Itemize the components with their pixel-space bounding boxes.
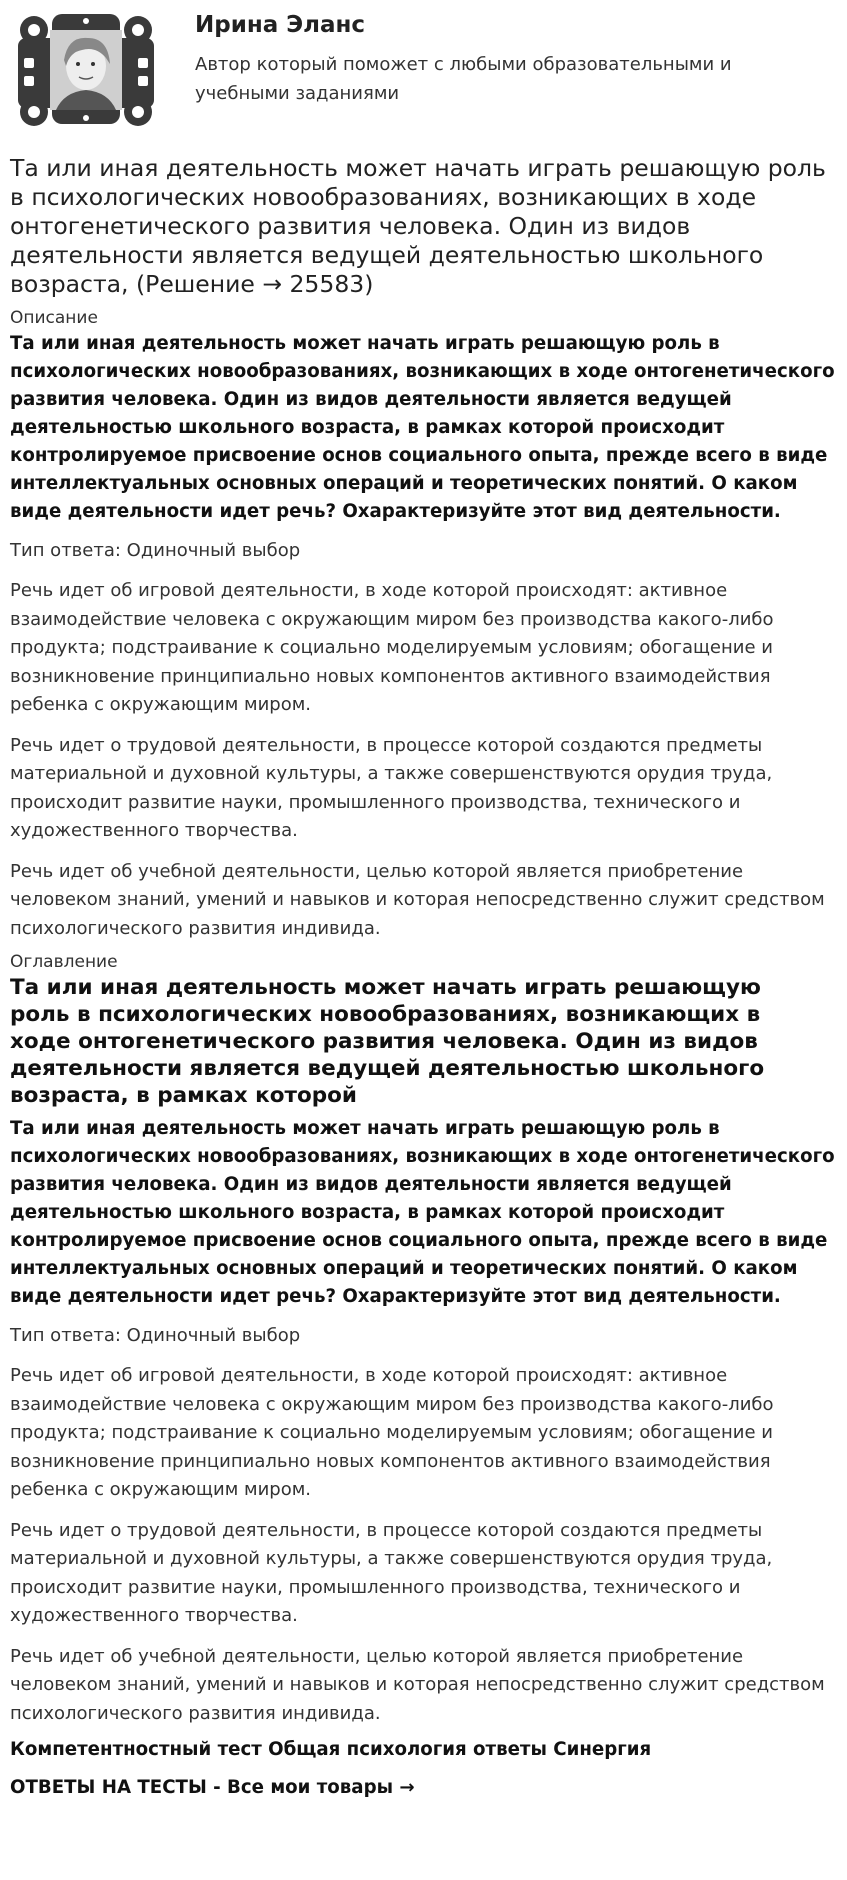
test-link[interactable]: Компетентностный тест Общая психология ответы Синергия — [10, 1739, 652, 1760]
answer-option: Речь идет об учебной деятельности, целью которой является приобретение человеком знаний, умений и навыков и которая непосредственно служит средством психологического развития индивида. — [10, 1645, 825, 1724]
question-text: Та или иная деятельность может начать играть решающую роль в психологических новообразованиях, возникающих в ходе онтогенетического развития человека. Один из видов деятельности является ведущей деятельностью школьного возраста, в рамках которой происходит контролируемое присвоение основ социального опыта, прежде всего в виде интеллектуальных основных операций и теоретических понятий. О каком виде деятельности идет речь? Охарактеризуйте этот вид деятельности. — [10, 1118, 835, 1307]
answer-option: Речь идет об игровой деятельности, в ходе которой происходят: активное взаимодействие человека с окружающим миром без производства какого-либо продукта; подстраивание к социально моделируемым условиям; обогащение и возникновение принципиально новых компонентов активного взаимодействия ребенка с окружающим миром. — [10, 1365, 774, 1500]
author-name[interactable]: Ирина Эланс — [195, 12, 366, 38]
author-avatar[interactable] — [16, 8, 156, 130]
store-link[interactable]: ОТВЕТЫ НА ТЕСТЫ - Все мои товары → — [10, 1777, 415, 1798]
description-section — [10, 306, 837, 943]
answer-type: Тип ответа: Одиночный выбор — [10, 540, 301, 561]
answer-option: Речь идет об игровой деятельности, в ходе которой происходят: активное взаимодействие человека с окружающим миром без производства какого-либо продукта; подстраивание к социально моделируемым условиям; обогащение и возникновение принципиально новых компонентов активного взаимодействия ребенка с окружающим миром. — [10, 580, 774, 715]
page-title: Та или иная деятельность может начать играть решающую роль в психологических новообразованиях, возникающих в ходе онтогенетического развития человека. Один из видов деятельности является ведущей деятельностью школьного возраста, (Решение → 25583) — [10, 154, 826, 298]
question-text: Та или иная деятельность может начать играть решающую роль в психологических новообразованиях, возникающих в ходе онтогенетического развития человека. Один из видов деятельности является ведущей деятельностью школьного возраста, в рамках которой происходит контролируемое присвоение основ социального опыта, прежде всего в виде интеллектуальных основных операций и теоретических понятий. О каком виде деятельности идет речь? Охарактеризуйте этот вид деятельности. — [10, 333, 835, 522]
author-description: Автор который поможет с любыми образовательными и учебными заданиями — [195, 54, 732, 104]
answer-option: Речь идет о трудовой деятельности, в процессе которой создаются предметы материальной и духовной культуры, а также совершенствуются орудия труда, происходит развитие науки, промышленного производства, технического и художественного творчества. — [10, 734, 773, 841]
answer-option: Речь идет о трудовой деятельности, в процессе которой создаются предметы материальной и духовной культуры, а также совершенствуются орудия труда, происходит развитие науки, промышленного производства, технического и художественного творчества. — [10, 1519, 773, 1626]
toc-label: Оглавление — [10, 952, 118, 972]
description-label: Описание — [10, 308, 98, 328]
toc-section — [10, 950, 837, 1728]
answer-type: Тип ответа: Одиночный выбор — [10, 1325, 301, 1346]
author-card — [10, 0, 837, 145]
answer-option: Речь идет об учебной деятельности, целью которой является приобретение человеком знаний, умений и навыков и которая непосредственно служит средством психологического развития индивида. — [10, 860, 825, 939]
toc-heading: Та или иная деятельность может начать играть решающую роль в психологических новообразованиях, возникающих в ходе онтогенетического развития человека. Один из видов деятельности является ведущей деятельностью школьного возраста, в рамках которой — [10, 975, 765, 1108]
